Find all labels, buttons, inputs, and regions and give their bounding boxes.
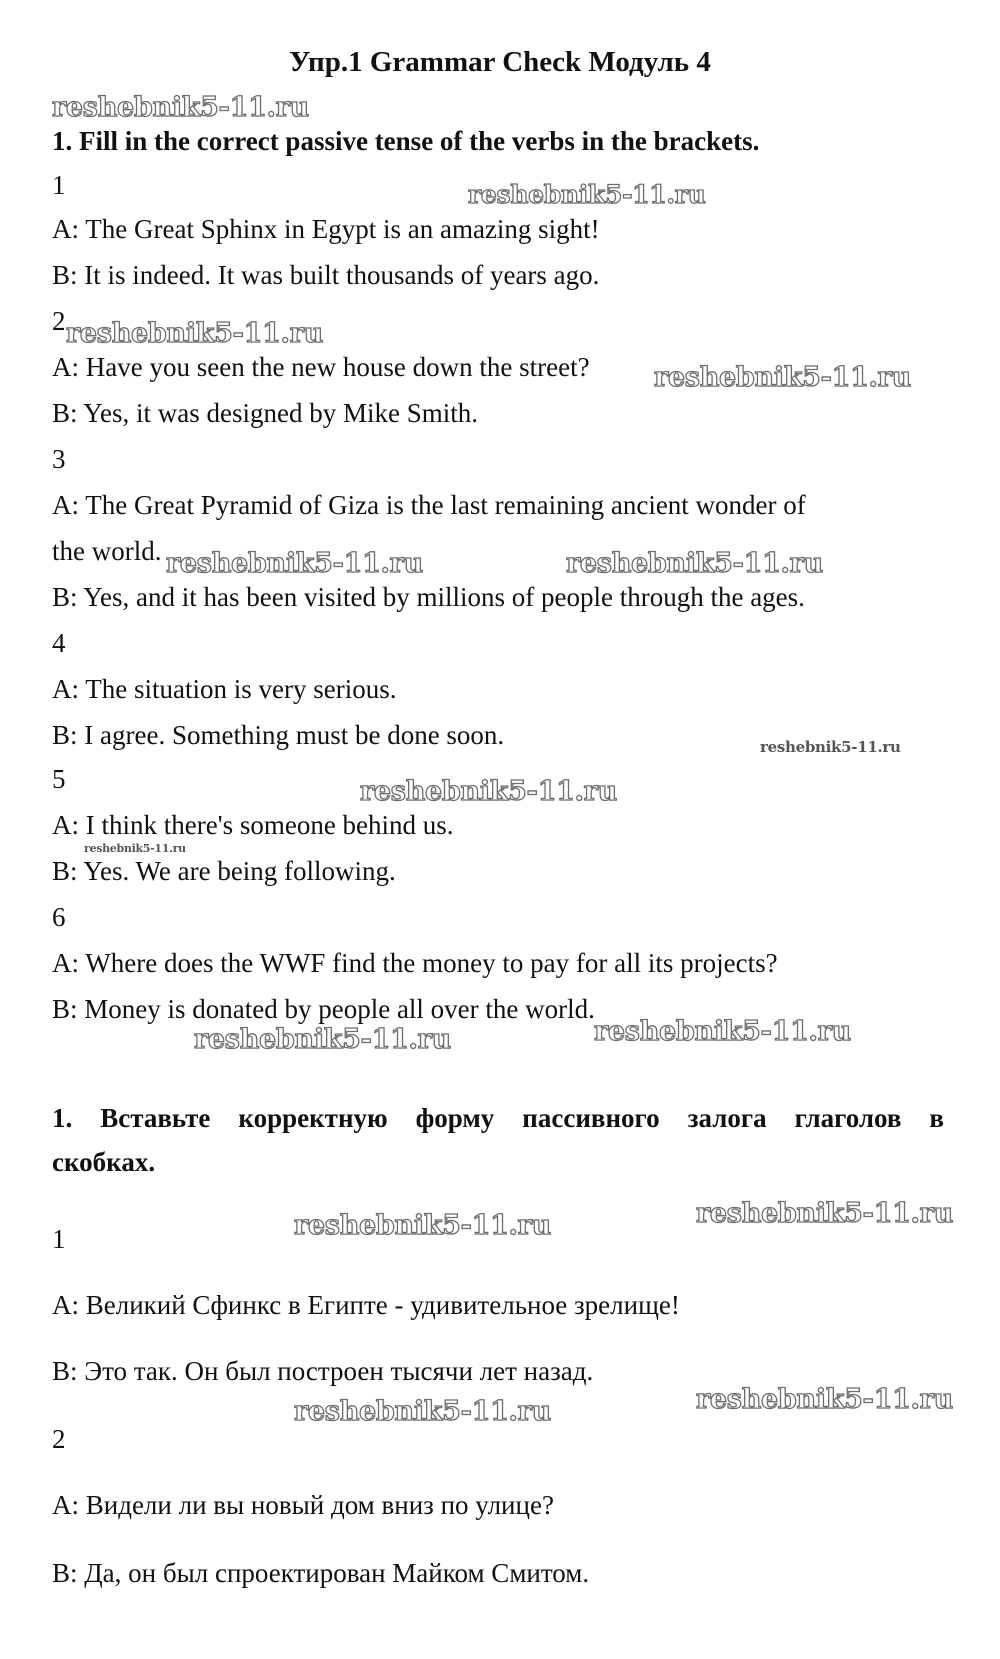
watermark: reshebnik5-11.ru [760,738,901,756]
item-number: 1 [52,1224,66,1254]
item-number: 3 [52,444,66,474]
dialogue-line-b: B: I agree. Something must be done soon. [52,720,505,750]
watermark: reshebnik5-11.ru [166,548,423,579]
dialogue-line-b: B: Yes, and it has been visited by millions of people through the ages. [52,582,805,612]
dialogue-line-a: A: The Great Pyramid of Giza is the last remaining ancient wonder of [52,490,806,520]
watermark: reshebnik5-11.ru [594,1016,851,1047]
watermark: reshebnik5-11.ru [696,1198,953,1229]
dialogue-line-b: B: Это так. Он был построен тысячи лет назад. [52,1356,594,1386]
item-number: 4 [52,628,66,658]
watermark: reshebnik5-11.ru [84,842,186,855]
exercise-heading-ru: 1. Вставьте корректную форму пассивного залога глаголов в скобках. [52,1103,944,1177]
page-title: Упр.1 Grammar Check Модуль 4 [289,46,711,78]
dialogue-line-b: B: Money is donated by people all over the world. [52,994,595,1024]
watermark: reshebnik5-11.ru [66,318,323,349]
watermark: reshebnik5-11.ru [294,1210,551,1241]
dialogue-line-a: A: The situation is very serious. [52,674,397,704]
dialogue-line-a: A: I think there's someone behind us. [52,810,454,840]
watermark: reshebnik5-11.ru [294,1396,551,1427]
item-number: 2 [52,1424,66,1454]
item-number: 5 [52,764,66,794]
dialogue-line-b: B: Да, он был спроектирован Майком Смитом. [52,1558,590,1588]
dialogue-line-b: B: Yes, it was designed by Mike Smith. [52,398,479,428]
item-number: 6 [52,902,66,932]
watermark: reshebnik5-11.ru [468,180,706,209]
dialogue-line-a: A: Великий Сфинкс в Египте - удивительное зрелище! [52,1290,680,1320]
dialogue-line-a: A: Have you seen the new house down the street? [52,352,590,382]
item-number: 2 [52,306,66,336]
watermark: reshebnik5-11.ru [194,1024,451,1055]
watermark: reshebnik5-11.ru [360,776,617,807]
dialogue-line-a: A: The Great Sphinx in Egypt is an amazing sight! [52,214,600,244]
dialogue-line-b: B: It is indeed. It was built thousands of years ago. [52,260,600,290]
watermark: reshebnik5-11.ru [566,548,823,579]
dialogue-line-a-continued: the world. [52,536,162,566]
dialogue-line-a: A: Where does the WWF find the money to pay for all its projects? [52,948,778,978]
watermark: reshebnik5-11.ru [696,1384,953,1415]
item-number: 1 [52,170,66,200]
dialogue-line-b: B: Yes. We are being following. [52,856,396,886]
dialogue-line-a: A: Видели ли вы новый дом вниз по улице? [52,1490,554,1520]
watermark: reshebnik5-11.ru [52,92,309,123]
exercise-heading-en: 1. Fill in the correct passive tense of the verbs in the brackets. [52,126,760,156]
watermark: reshebnik5-11.ru [654,362,911,393]
